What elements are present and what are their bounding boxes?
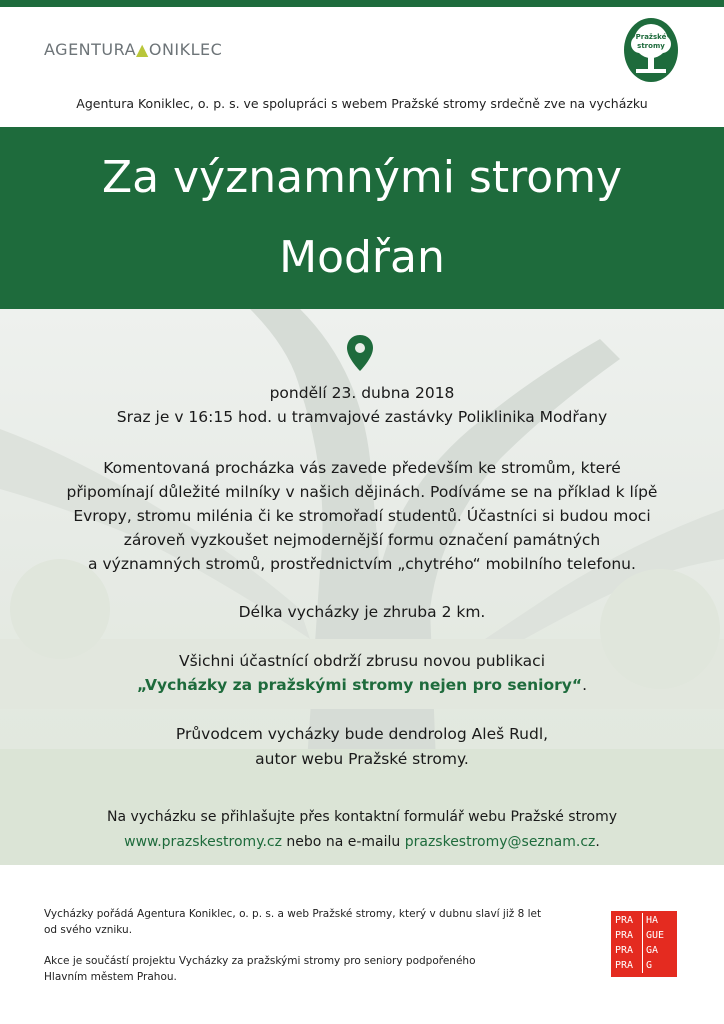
registration-middle: nebo na e-mailu — [281, 834, 405, 850]
praha-logo-row — [615, 913, 673, 928]
praha-logo-row — [615, 958, 673, 973]
registration-line: Na vycházku se přihlašujte přes kontaktní formulář webu Pražské stromy — [106, 809, 618, 825]
description-line-1: Komentovaná procházka vás zavede především ke stromům, které — [103, 459, 621, 477]
praha-logo-cell: HA — [646, 915, 659, 926]
website-link[interactable]: www.prazskestromy.cz — [124, 834, 282, 850]
footer-project — [44, 953, 476, 985]
publication-title: „Vycházky za pražskými stromy nejen pro seniory“ — [136, 676, 583, 694]
praha-logo-row — [615, 943, 673, 958]
publication-line: Všichni účastnící obdrží zbrusu novou publikaci — [178, 652, 546, 670]
intro-text: Agentura Koniklec, o. p. s. ve spolupráci s webem Pražské stromy srdečně zve na vycházku — [76, 96, 648, 111]
title-line-1: Za významnými stromy — [101, 152, 623, 203]
badge-text-line1: Pražské — [635, 33, 667, 41]
event-date: pondělí 23. dubna 2018 — [269, 384, 455, 402]
guide-line-2: autor webu Pražské stromy. — [255, 750, 469, 768]
praha-logo-cell: PRA — [615, 943, 643, 958]
footer-line-2: od svého vzniku. — [44, 924, 133, 936]
praha-logo-cell: PRA — [615, 913, 643, 928]
logo-text-left: AGENTURA — [44, 40, 137, 59]
praha-logo-row — [615, 928, 673, 943]
agentura-koniklec-logo — [44, 40, 222, 59]
meeting-info: Sraz je v 16:15 hod. u tramvajové zastávky Poliklinika Modřany — [116, 408, 608, 426]
registration-contacts — [0, 830, 724, 854]
footer-line-3: Akce je součástí projektu Vycházky za pražskými stromy pro seniory podpořeného — [44, 955, 476, 967]
guide-line-1: Průvodcem vycházky bude dendrolog Aleš Rudl, — [175, 725, 549, 743]
registration-end: . — [595, 834, 600, 850]
praha-logo-cell: PRA — [615, 928, 643, 943]
description-line-3: Evropy, stromu milénia či ke stromořadí studentů. Účastníci si budou moci — [73, 507, 651, 525]
footer-line-4: Hlavním městem Prahou. — [44, 971, 177, 983]
footer-line-1: Vycházky pořádá Agentura Koniklec, o. p. s. a web Pražské stromy, který v dubnu slaví již 8 let — [44, 908, 542, 920]
praha-logo-cell: GUE — [646, 930, 665, 941]
location-pin-icon — [346, 334, 374, 372]
title-line-2: Modřan — [279, 232, 445, 283]
logo-mark: ▲ — [136, 40, 149, 59]
praha-logo-cell: PRA — [615, 958, 643, 973]
description-line-5: a významných stromů, prostřednictvím „chytrého“ mobilního telefonu. — [88, 555, 636, 573]
description-line-4: zároveň vyzkoušet nejmodernější formu označení památných — [123, 531, 601, 549]
footer-organizer — [44, 906, 541, 938]
praha-logo-cell: GA — [646, 945, 659, 956]
praha-city-logo — [611, 911, 677, 977]
top-accent-bar — [0, 0, 724, 7]
praha-logo-cell: G — [646, 960, 653, 971]
description-line-2: připomínají důležité milníky v našich dějinách. Podíváme se na příklad k lípě — [66, 483, 658, 501]
prazske-stromy-logo — [622, 17, 680, 83]
walk-length: Délka vycházky je zhruba 2 km. — [238, 603, 486, 621]
logo-text-right: ONIKLEC — [148, 40, 223, 59]
publication-end: . — [582, 676, 588, 694]
email-link[interactable]: prazskestromy@seznam.cz — [404, 834, 596, 850]
badge-text-line2: stromy — [637, 42, 665, 50]
publication-title-line — [0, 673, 724, 697]
